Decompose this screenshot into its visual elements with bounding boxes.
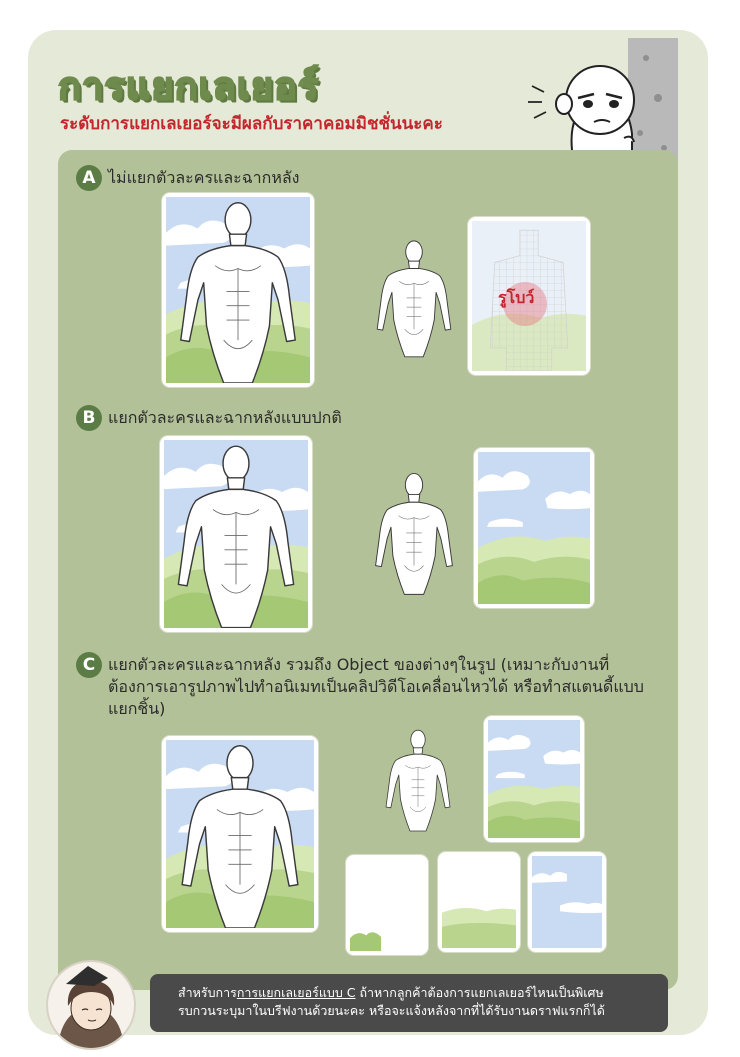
section-a-text: ไม่แยกตัวละครและฉากหลัง (108, 168, 300, 187)
scene-with-figure (166, 740, 314, 928)
section-b-combined-image (160, 436, 312, 632)
footer-underlined: การแยกเลเยอร์แบบ C (236, 985, 356, 1000)
figure-drawing (366, 452, 462, 612)
section-b-background (474, 448, 594, 608)
footer-rest: ถ้าหากลูกค้าต้องการแยกเลเยอร์ไหนเป็นพิเศษ (355, 985, 604, 1000)
section-b-figure (366, 452, 462, 612)
section-a-heading (76, 165, 299, 191)
hole-label: รูโบว์ (498, 288, 535, 307)
figure-drawing (368, 222, 460, 372)
section-b-text: แยกตัวละครและฉากหลังแบบปกติ (108, 408, 342, 427)
section-c-heading (76, 652, 656, 720)
background-scene (478, 452, 590, 604)
object-layer (532, 856, 602, 948)
footer-line-2: รบกวนระบุมาในบรีฟงานด้วยนะคะ หรือจะแจ้งหลังจากที่ได้รับงานดราฟแรกก็ได้ (178, 1003, 605, 1018)
footer-line-1 (178, 984, 654, 1002)
section-b-badge: B (76, 405, 102, 431)
section-c-combined-image (162, 736, 318, 932)
section-c-figure (378, 718, 458, 840)
section-c-object-bush (346, 855, 428, 955)
section-a-combined-image (162, 193, 314, 387)
section-c-object-hills (438, 852, 520, 952)
footer-note (150, 974, 668, 1032)
section-a-figure (368, 222, 460, 372)
page-title: การแยกเลเยอร์ (58, 64, 320, 108)
scene-with-figure (166, 197, 310, 383)
figure-drawing (378, 718, 458, 840)
background-scene (488, 720, 580, 838)
page-subtitle: ระดับการแยกเลเยอร์จะมีผลกับราคาคอมมิชชั่นนะคะ (60, 114, 443, 134)
object-layer (442, 856, 516, 948)
object-layer (350, 859, 424, 951)
section-a-badge: A (76, 165, 102, 191)
footer-prefix: สำหรับการ (178, 985, 237, 1000)
section-c-object-sky (528, 852, 606, 952)
section-c-badge: C (76, 652, 102, 678)
section-c-text: แยกตัวละครและฉากหลัง รวมถึง Object ของต่างๆในรูป (เหมาะกับงานที่ต้องการเอารูปภาพไปทำอนิเมทเป็นคลิปวิดีโอเคลื่อนไหวได้ หรือทำสแตนดี้แบบแยกชิ้น) (108, 655, 644, 718)
artist-avatar (46, 960, 136, 1050)
section-b-heading (76, 405, 342, 431)
section-c-background-full (484, 716, 584, 842)
scene-with-figure (164, 440, 308, 628)
